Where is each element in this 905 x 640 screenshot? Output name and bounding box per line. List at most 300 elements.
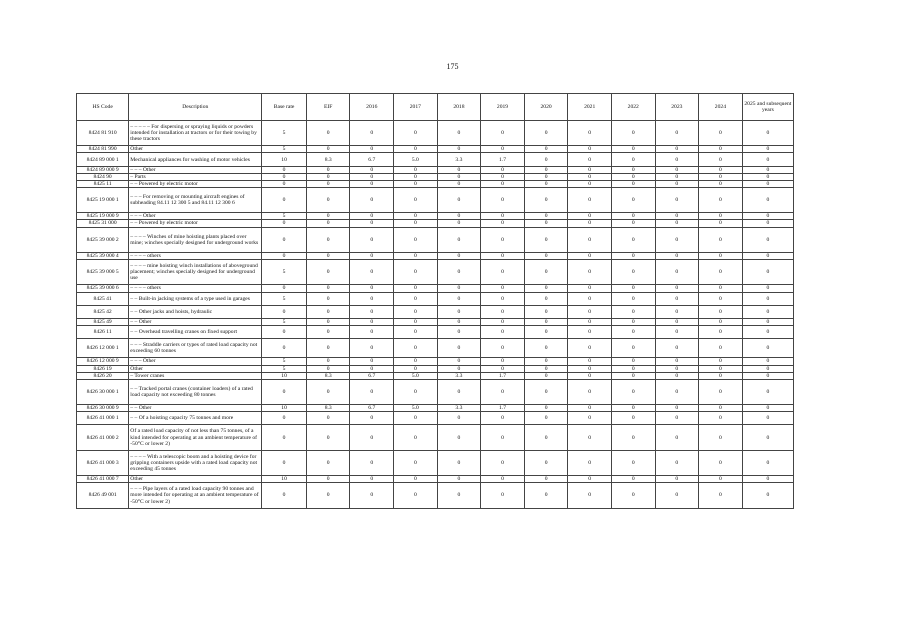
table-row (77, 292, 794, 305)
rate-cell: 0 (306, 292, 350, 305)
hs-code-cell: 8425 39 000 6 (77, 285, 129, 292)
table-row (77, 425, 794, 450)
rate-cell: 0 (568, 166, 612, 173)
table-row (77, 260, 794, 285)
rate-cell: 1.7 (481, 372, 525, 379)
table-row (77, 213, 794, 220)
hs-code-cell: 8426 30 000 9 (77, 405, 129, 412)
rate-cell: 6.7 (350, 372, 394, 379)
rate-cell: 0 (306, 425, 350, 450)
table-row (77, 146, 794, 153)
rate-cell: 0 (742, 372, 793, 379)
rate-cell: 0 (524, 121, 568, 146)
rate-cell: 0 (394, 187, 438, 212)
rate-cell: 0 (699, 252, 743, 259)
rate-cell: 0 (394, 305, 438, 318)
rate-cell: 0 (655, 425, 699, 450)
rate-cell: 0 (742, 213, 793, 220)
rate-cell: 0 (262, 425, 307, 450)
rate-cell: 0 (262, 339, 307, 358)
description-cell: – – Built-in jacking systems of a type used in garages (129, 292, 262, 305)
table-row (77, 180, 794, 187)
rate-cell: 0 (524, 372, 568, 379)
rate-cell: 0 (481, 325, 525, 338)
column-header: Description (129, 94, 262, 121)
rate-cell: 0 (699, 339, 743, 358)
rate-cell: 0 (262, 227, 307, 252)
tariff-schedule-table (76, 93, 794, 509)
rate-cell: 0 (655, 180, 699, 187)
rate-cell: 0 (394, 379, 438, 404)
rate-cell: 0 (350, 121, 394, 146)
rate-cell: 10 (262, 372, 307, 379)
rate-cell: 0 (655, 121, 699, 146)
rate-cell: 0 (742, 285, 793, 292)
description-cell: – – – Other (129, 166, 262, 173)
hs-code-cell: 8426 41 000 2 (77, 425, 129, 450)
rate-cell: 0 (611, 483, 655, 508)
description-cell: – – – – – For dispersing or spraying liquids or powders intended for installation at tractors or for their towing by these tractors (129, 121, 262, 146)
rate-cell: 0 (394, 252, 438, 259)
description-cell: – – – Other (129, 213, 262, 220)
rate-cell: 0 (742, 187, 793, 212)
rate-cell: 0 (350, 325, 394, 338)
table-row (77, 166, 794, 173)
table-row (77, 358, 794, 365)
column-header: EIF (306, 94, 350, 121)
rate-cell: 0 (699, 220, 743, 227)
rate-cell: 0 (306, 305, 350, 318)
rate-cell: 0 (306, 358, 350, 365)
rate-cell: 0 (262, 305, 307, 318)
rate-cell: 0 (568, 153, 612, 166)
rate-cell: 0 (350, 483, 394, 508)
rate-cell: 0 (699, 365, 743, 372)
hs-code-cell: 8426 41 000 7 (77, 476, 129, 483)
hs-code-cell: 8425 42 (77, 305, 129, 318)
rate-cell: 0 (655, 213, 699, 220)
rate-cell: 0 (611, 180, 655, 187)
hs-code-cell: 8424 90 (77, 173, 129, 180)
rate-cell: 0 (306, 379, 350, 404)
rate-cell: 0 (350, 180, 394, 187)
hs-code-cell: 8425 19 000 9 (77, 213, 129, 220)
rate-cell: 0 (350, 173, 394, 180)
rate-cell: 0 (262, 285, 307, 292)
rate-cell: 0 (611, 365, 655, 372)
table-row (77, 405, 794, 412)
rate-cell: 0 (524, 358, 568, 365)
rate-cell: 0 (742, 121, 793, 146)
rate-cell: 0 (611, 213, 655, 220)
rate-cell: 0 (568, 318, 612, 325)
rate-cell: 0 (524, 180, 568, 187)
rate-cell: 0 (611, 153, 655, 166)
rate-cell: 10 (262, 405, 307, 412)
rate-cell: 0 (611, 325, 655, 338)
rate-cell: 0 (568, 450, 612, 475)
rate-cell: 1.7 (481, 153, 525, 166)
rate-cell: 0 (437, 166, 481, 173)
rate-cell: 0 (699, 379, 743, 404)
rate-cell: 0 (655, 450, 699, 475)
rate-cell: 0 (437, 412, 481, 425)
rate-cell: 0 (611, 379, 655, 404)
rate-cell: 0 (742, 252, 793, 259)
rate-cell: 0 (568, 227, 612, 252)
rate-cell: 0 (437, 425, 481, 450)
rate-cell: 0 (568, 305, 612, 318)
rate-cell: 0 (611, 318, 655, 325)
table-row (77, 483, 794, 508)
rate-cell: 0 (350, 318, 394, 325)
rate-cell: 0 (350, 213, 394, 220)
rate-cell: 0 (306, 166, 350, 173)
rate-cell: 0 (394, 365, 438, 372)
rate-cell: 0 (394, 450, 438, 475)
rate-cell: 0 (611, 425, 655, 450)
rate-cell: 0 (611, 252, 655, 259)
rate-cell: 0 (742, 180, 793, 187)
rate-cell: 0 (742, 425, 793, 450)
rate-cell: 5 (262, 365, 307, 372)
rate-cell: 0 (394, 292, 438, 305)
rate-cell: 0 (655, 153, 699, 166)
description-cell: Of a rated load capacity of not less than 75 tonnes, of a kind intended for operating at an ambient temperature of -50°C or lower 2) (129, 425, 262, 450)
hs-code-cell: 8425 39 000 5 (77, 260, 129, 285)
rate-cell: 0 (437, 339, 481, 358)
rate-cell: 0 (481, 305, 525, 318)
rate-cell: 0 (350, 412, 394, 425)
rate-cell: 0 (655, 379, 699, 404)
rate-cell: 0 (262, 173, 307, 180)
table-row (77, 339, 794, 358)
rate-cell: 0 (437, 292, 481, 305)
rate-cell: 0 (394, 260, 438, 285)
rate-cell: 0 (611, 146, 655, 153)
rate-cell: 0 (481, 450, 525, 475)
rate-cell: 0 (699, 358, 743, 365)
rate-cell: 0 (524, 318, 568, 325)
rate-cell: 0 (655, 187, 699, 212)
rate-cell: 0 (742, 227, 793, 252)
rate-cell: 0 (568, 365, 612, 372)
rate-cell: 0 (568, 146, 612, 153)
rate-cell: 0 (699, 153, 743, 166)
rate-cell: 0 (655, 325, 699, 338)
rate-cell: 0 (568, 483, 612, 508)
rate-cell: 0 (262, 220, 307, 227)
rate-cell: 0 (699, 292, 743, 305)
rate-cell: 0 (262, 187, 307, 212)
rate-cell: 0 (394, 213, 438, 220)
rate-cell: 0 (306, 180, 350, 187)
rate-cell: 0 (611, 121, 655, 146)
table-row (77, 173, 794, 180)
rate-cell: 0 (481, 146, 525, 153)
rate-cell: 0 (611, 405, 655, 412)
rate-cell: 0 (568, 285, 612, 292)
rate-cell: 0 (655, 285, 699, 292)
rate-cell: 0 (699, 146, 743, 153)
description-cell: – – Powered by electric motor (129, 180, 262, 187)
rate-cell: 0 (568, 405, 612, 412)
hs-code-cell: 8424 89 000 1 (77, 153, 129, 166)
rate-cell: 0 (611, 358, 655, 365)
rate-cell: 5 (262, 358, 307, 365)
rate-cell: 0 (655, 365, 699, 372)
rate-cell: 0 (524, 339, 568, 358)
rate-cell: 0 (437, 318, 481, 325)
rate-cell: 0 (350, 365, 394, 372)
rate-cell: 0 (742, 339, 793, 358)
column-header: Base rate (262, 94, 307, 121)
rate-cell: 0 (742, 318, 793, 325)
rate-cell: 0 (568, 213, 612, 220)
rate-cell: 0 (437, 285, 481, 292)
rate-cell: 0 (481, 260, 525, 285)
rate-cell: 0 (437, 260, 481, 285)
rate-cell: 0 (394, 483, 438, 508)
rate-cell: 0 (524, 220, 568, 227)
rate-cell: 0 (437, 483, 481, 508)
rate-cell: 0 (611, 372, 655, 379)
hs-code-cell: 8424 89 000 9 (77, 166, 129, 173)
rate-cell: 0 (262, 180, 307, 187)
rate-cell: 0 (611, 173, 655, 180)
table-row (77, 365, 794, 372)
description-cell: Mechanical appliances for washing of motor vehicles (129, 153, 262, 166)
rate-cell: 0 (481, 476, 525, 483)
rate-cell: 6.7 (350, 405, 394, 412)
table-row (77, 305, 794, 318)
rate-cell: 0 (306, 220, 350, 227)
rate-cell: 0 (481, 358, 525, 365)
rate-cell: 5 (262, 292, 307, 305)
rate-cell: 0 (350, 252, 394, 259)
rate-cell: 0 (350, 379, 394, 404)
rate-cell: 0 (655, 318, 699, 325)
rate-cell: 0 (394, 227, 438, 252)
rate-cell: 0 (350, 358, 394, 365)
rate-cell: 0 (611, 339, 655, 358)
rate-cell: 0 (611, 187, 655, 212)
rate-cell: 0 (350, 285, 394, 292)
rate-cell: 8.3 (306, 405, 350, 412)
rate-cell: 0 (350, 166, 394, 173)
rate-cell: 0 (306, 213, 350, 220)
column-header: 2021 (568, 94, 612, 121)
rate-cell: 0 (524, 227, 568, 252)
table-row (77, 285, 794, 292)
rate-cell: 0 (394, 121, 438, 146)
rate-cell: 0 (437, 358, 481, 365)
rate-cell: 0 (306, 365, 350, 372)
rate-cell: 0 (481, 227, 525, 252)
rate-cell: 5 (262, 146, 307, 153)
rate-cell: 0 (350, 187, 394, 212)
rate-cell: 0 (568, 292, 612, 305)
rate-cell: 0 (394, 180, 438, 187)
table-row (77, 325, 794, 338)
rate-cell: 0 (481, 365, 525, 372)
rate-cell: 0 (611, 292, 655, 305)
rate-cell: 0 (306, 483, 350, 508)
rate-cell: 0 (699, 483, 743, 508)
rate-cell: 0 (655, 166, 699, 173)
rate-cell: 0 (524, 173, 568, 180)
hs-code-cell: 8426 20 (77, 372, 129, 379)
rate-cell: 0 (568, 187, 612, 212)
rate-cell: 0 (306, 285, 350, 292)
rate-cell: 0 (394, 325, 438, 338)
table-row (77, 372, 794, 379)
rate-cell: 0 (481, 173, 525, 180)
rate-cell: 0 (262, 483, 307, 508)
hs-code-cell: 8426 12 000 1 (77, 339, 129, 358)
rate-cell: 0 (394, 358, 438, 365)
column-header: 2016 (350, 94, 394, 121)
description-cell: – – – – With a telescopic boom and a hoisting device for gripping containers upside with a rated load capacity not exceeding 45 tonnes (129, 450, 262, 475)
rate-cell: 0 (437, 220, 481, 227)
description-cell: – – Powered by electric motor (129, 220, 262, 227)
rate-cell: 0 (481, 213, 525, 220)
table-row (77, 153, 794, 166)
rate-cell: 0 (262, 325, 307, 338)
rate-cell: 0 (742, 173, 793, 180)
rate-cell: 0 (699, 213, 743, 220)
table-row (77, 412, 794, 425)
hs-code-cell: 8425 11 (77, 180, 129, 187)
rate-cell: 0 (437, 227, 481, 252)
rate-cell: 0 (524, 153, 568, 166)
rate-cell: 0 (437, 476, 481, 483)
rate-cell: 0 (306, 121, 350, 146)
hs-code-cell: 8424 81 990 (77, 146, 129, 153)
table-row (77, 187, 794, 212)
rate-cell: 0 (568, 220, 612, 227)
rate-cell: 0 (655, 220, 699, 227)
rate-cell: 0 (655, 260, 699, 285)
table-header-row (77, 94, 794, 121)
rate-cell: 0 (481, 285, 525, 292)
rate-cell: 0 (524, 450, 568, 475)
rate-cell: 0 (699, 325, 743, 338)
rate-cell: 0 (306, 146, 350, 153)
rate-cell: 0 (481, 292, 525, 305)
rate-cell: 0 (394, 425, 438, 450)
rate-cell: 0 (699, 305, 743, 318)
rate-cell: 0 (611, 285, 655, 292)
rate-cell: 0 (611, 450, 655, 475)
rate-cell: 0 (306, 325, 350, 338)
rate-cell: 0 (350, 227, 394, 252)
rate-cell: 0 (437, 146, 481, 153)
rate-cell: 0 (350, 220, 394, 227)
rate-cell: 0 (262, 450, 307, 475)
rate-cell: 0 (568, 260, 612, 285)
hs-code-cell: 8425 39 000 4 (77, 252, 129, 259)
description-cell: – – – Other (129, 358, 262, 365)
rate-cell: 0 (481, 318, 525, 325)
description-cell: – – Tracked portal cranes (container loaders) of a rated load capacity not exceeding 80 tonnes (129, 379, 262, 404)
rate-cell: 0 (699, 260, 743, 285)
rate-cell: 10 (262, 476, 307, 483)
rate-cell: 5.0 (394, 372, 438, 379)
hs-code-cell: 8426 41 000 1 (77, 412, 129, 425)
description-cell: – – Other (129, 405, 262, 412)
hs-code-cell: 8426 41 000 3 (77, 450, 129, 475)
rate-cell: 0 (262, 166, 307, 173)
rate-cell: 0 (699, 180, 743, 187)
rate-cell: 0 (481, 379, 525, 404)
rate-cell: 0 (655, 405, 699, 412)
description-cell: – Parts (129, 173, 262, 180)
column-header: 2023 (655, 94, 699, 121)
rate-cell: 0 (524, 483, 568, 508)
rate-cell: 0 (568, 252, 612, 259)
rate-cell: 0 (655, 173, 699, 180)
rate-cell: 0 (742, 412, 793, 425)
rate-cell: 0 (437, 325, 481, 338)
rate-cell: 0 (524, 252, 568, 259)
rate-cell: 0 (524, 187, 568, 212)
description-cell: – – Other (129, 318, 262, 325)
rate-cell: 0 (742, 483, 793, 508)
description-cell: – – – Straddle carriers or types of rated load capacity not exceeding 60 tonnes (129, 339, 262, 358)
rate-cell: 0 (568, 372, 612, 379)
description-cell: – – – Pipe layers of a rated load capacity 90 tonnes and more intended for operating at an ambient temperature of -50°C or lower 2) (129, 483, 262, 508)
rate-cell: 0 (394, 476, 438, 483)
rate-cell: 10 (262, 153, 307, 166)
rate-cell: 0 (394, 173, 438, 180)
rate-cell: 0 (611, 220, 655, 227)
hs-code-cell: 8425 39 000 2 (77, 227, 129, 252)
rate-cell: 0 (481, 166, 525, 173)
hs-code-cell: 8425 31 000 (77, 220, 129, 227)
description-cell: – – – – others (129, 285, 262, 292)
description-cell: – – – For removing or mounting aircraft engines of subheading 84.11 12 300 5 and 84.11 12 300 6 (129, 187, 262, 212)
hs-code-cell: 8426 12 000 9 (77, 358, 129, 365)
rate-cell: 0 (742, 358, 793, 365)
rate-cell: 0 (437, 173, 481, 180)
rate-cell: 0 (524, 292, 568, 305)
rate-cell: 0 (568, 325, 612, 338)
rate-cell: 5 (262, 121, 307, 146)
hs-code-cell: 8426 19 (77, 365, 129, 372)
description-cell: Other (129, 476, 262, 483)
rate-cell: 0 (524, 405, 568, 412)
column-header: 2024 (699, 94, 743, 121)
hs-code-cell: 8425 19 000 1 (77, 187, 129, 212)
rate-cell: 3.3 (437, 405, 481, 412)
rate-cell: 0 (394, 220, 438, 227)
description-cell: – – – – Winches of mine hoisting plants placed over mine; winches specially designed for underground works (129, 227, 262, 252)
rate-cell: 0 (611, 412, 655, 425)
table-row (77, 121, 794, 146)
rate-cell: 0 (568, 476, 612, 483)
page-number: 175 (446, 62, 459, 71)
column-header: 2020 (524, 94, 568, 121)
rate-cell: 8.3 (306, 153, 350, 166)
description-cell: – – – – mine hoisting winch installations of aboveground placement; winches specially designed for underground use (129, 260, 262, 285)
rate-cell: 0 (262, 412, 307, 425)
rate-cell: 0 (655, 412, 699, 425)
rate-cell: 0 (699, 450, 743, 475)
rate-cell: 0 (655, 476, 699, 483)
rate-cell: 0 (481, 339, 525, 358)
rate-cell: 0 (524, 260, 568, 285)
